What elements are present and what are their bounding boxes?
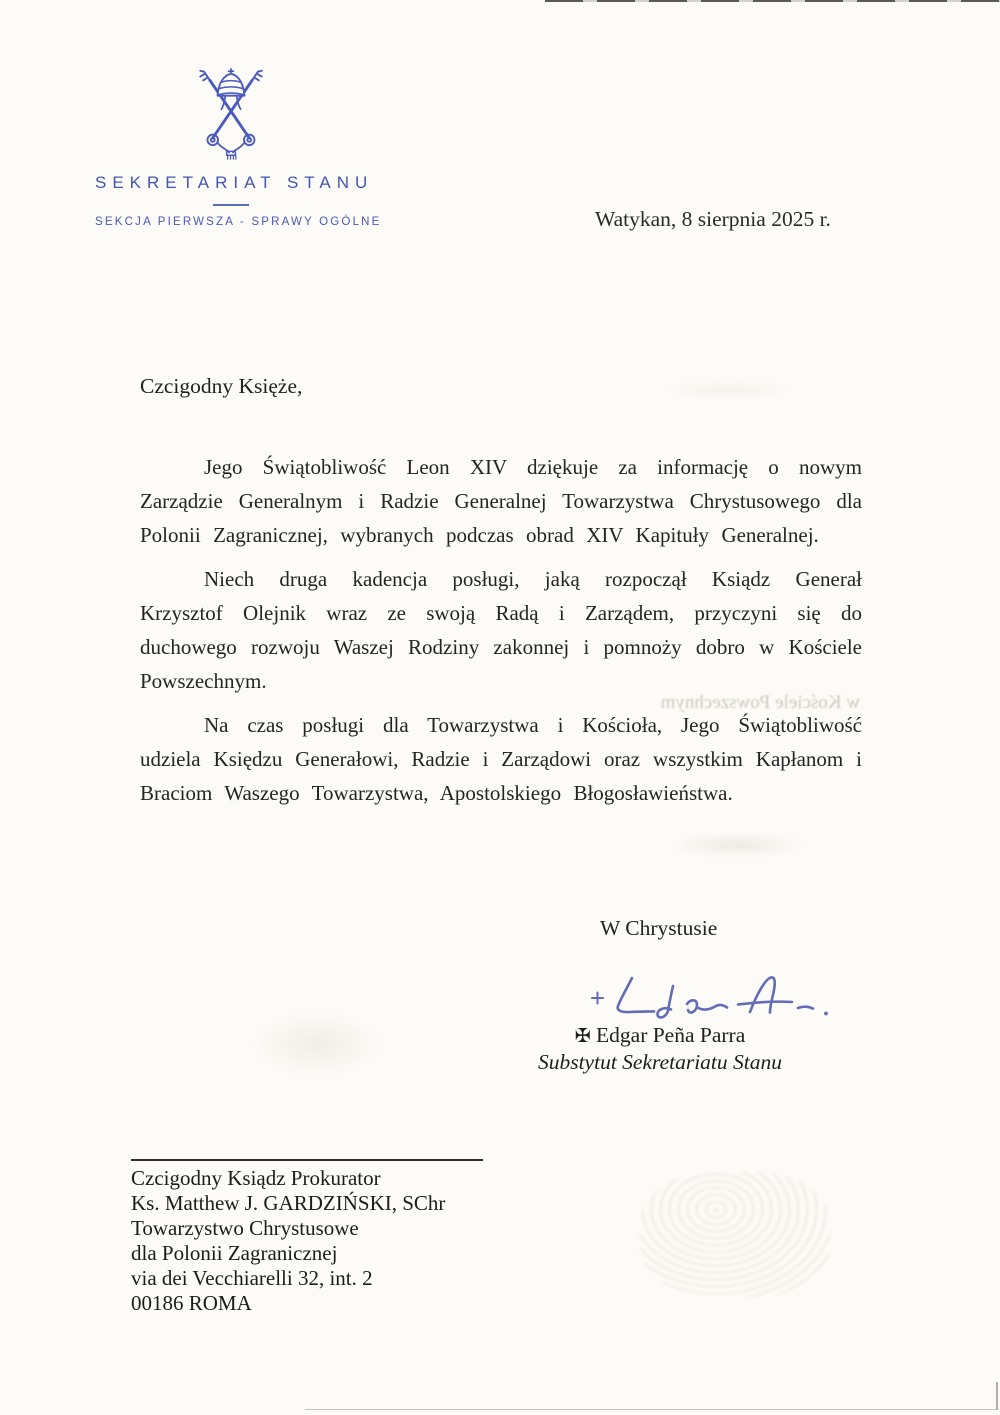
recipient-line: Towarzystwo Chrystusowe xyxy=(131,1216,359,1240)
signer-name xyxy=(490,1022,830,1049)
recipient-line: Czcigodny Ksiądz Prokurator xyxy=(131,1166,381,1190)
paragraph-2: Niech druga kadencja posługi, jaką rozpoczął Ksiądz Generał Krzysztof Olejnik wraz ze swoją Radą i Zarządem, przyczyni się do duchowego rozwoju Waszej Rodziny zakonnej i pomnoży dobro w Kościele Powszechnym. xyxy=(140,567,862,693)
dateline: Watykan, 8 sierpnia 2025 r. xyxy=(595,207,831,231)
closing-formula: W Chrystusie xyxy=(600,916,718,940)
bleed-through-smudge xyxy=(668,382,788,398)
salutation: Czcigodny Księże, xyxy=(140,374,303,398)
recipient-address xyxy=(131,1159,483,1316)
paragraph-3: Na czas posługi dla Towarzystwa i Kościoła, Jego Świątobliwość udziela Księdzu Generałowi, Radzie i Zarządowi oraz wszystkim Kapłanom i Braciom Waszego Towarzystwa, Apostolskiego Błogosławieństwa. xyxy=(140,713,862,805)
scan-edge-artifact-top xyxy=(545,0,1000,2)
letterhead-divider xyxy=(213,204,249,206)
letterhead xyxy=(95,66,382,228)
scan-edge-artifact-bottom xyxy=(305,1409,998,1410)
bleed-through-smudge xyxy=(672,834,802,856)
recipient-line: Ks. Matthew J. GARDZIŃSKI, SChr xyxy=(131,1191,446,1215)
bleed-through-smudge xyxy=(640,1172,830,1297)
maltese-cross-icon: ✠ xyxy=(574,1025,591,1047)
bleed-through-text: w Kościele Powszechnym xyxy=(660,692,860,713)
scan-edge-artifact-right xyxy=(996,1382,998,1410)
recipient-line: 00186 ROMA xyxy=(131,1291,252,1315)
signer-name-text: Edgar Peña Parra xyxy=(596,1023,746,1047)
letterhead-org-name: SEKRETARIAT STANU xyxy=(95,173,374,192)
letterhead-section-name: SEKCJA PIERWSZA - SPRAWY OGÓLNE xyxy=(95,216,382,228)
signer-title: Substytut Sekretariatu Stanu xyxy=(537,1050,783,1074)
signer-block xyxy=(490,1022,830,1075)
recipient-line: dla Polonii Zagranicznej xyxy=(131,1241,338,1265)
recipient-line: via dei Vecchiarelli 32, int. 2 xyxy=(131,1266,373,1290)
bleed-through-smudge xyxy=(252,1012,382,1076)
paragraph-1: Jego Świątobliwość Leon XIV dziękuje za informację o nowym Zarządzie Generalnym i Radzie Generalnej Towarzystwa Chrystusowego dla Polonii Zagranicznej, wybranych podczas obrad XIV Kapituły Generalnej. xyxy=(140,455,862,547)
letter-body xyxy=(140,450,862,820)
vatican-crossed-keys-tiara-icon xyxy=(183,66,279,165)
